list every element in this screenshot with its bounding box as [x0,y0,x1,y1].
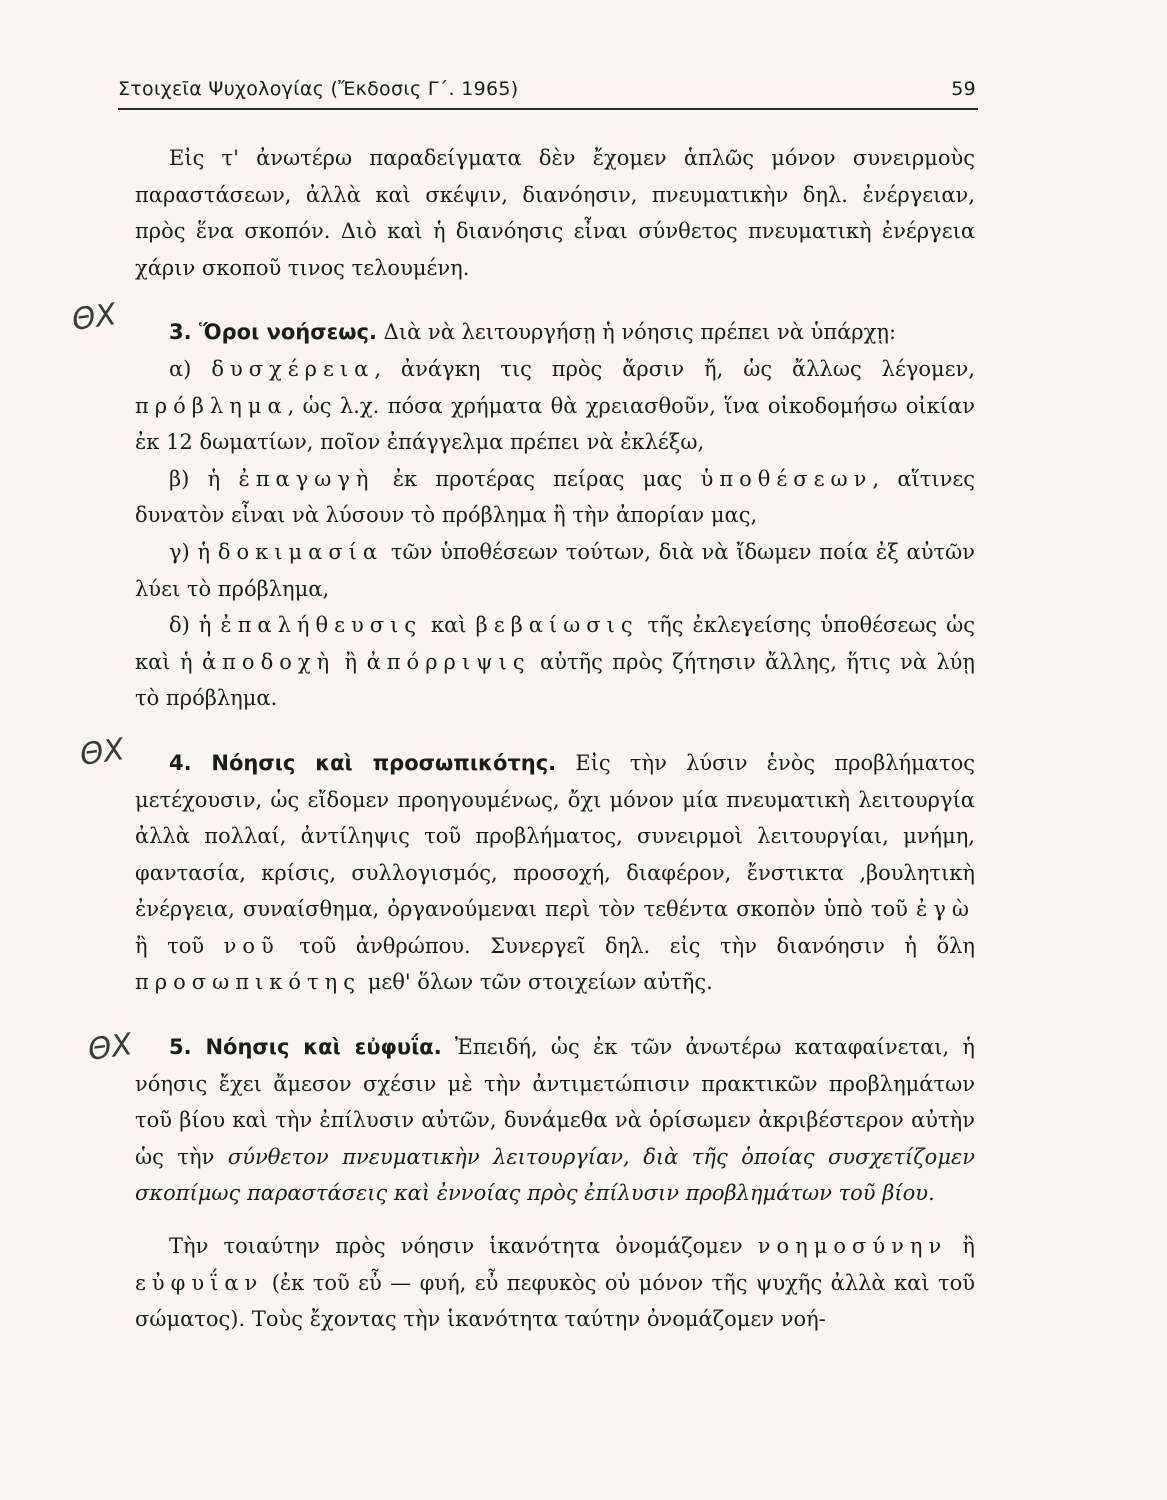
last-text3: (ἐκ τοῦ εὖ — φυή, εὖ πεφυκὸς οὐ μόνον τῆς ψυχῆς ἀλλὰ καὶ τοῦ σώματος). Τοὺς ἔχοντας τὴν ἱκανότητα ταύτην ὀνομάζομεν νοή- [135,1270,975,1332]
condition-b-text1: ἐκ προτέρας πείρας μας [374,466,701,491]
condition-d-text1: καὶ [422,613,476,638]
running-head [118,74,978,110]
section-4-heading: 4. Νόησις καὶ προσωπικότης. [169,750,557,775]
condition-d [135,607,975,717]
margin-annotation-3: ΘΧ [85,1027,135,1068]
section-3-text: Διὰ νὰ λειτουργήσῃ ἡ νόησις πρέπει νὰ ὑπάρχῃ: [383,320,897,345]
condition-c [135,534,975,607]
condition-a-text2: , ὡς λ.χ. πόσα χρήματα θὰ χρειασθοῦν, ἵνα οἰκοδομήσω οἰκίαν ἐκ 12 δωματίων, ποῖον ἐπάγγελμα πρέπει νὰ ἐκλέξω, [135,393,975,455]
condition-a-term2: πρόβλημα [135,393,288,418]
section-5-definition: σύνθετον πνευματικὴν λειτουργίαν, διὰ τῆς ὁποίας συσχετίζομεν σκοπίμως παραστάσεις καὶ ἐννοίας πρὸς ἐπίλυσιν προβλημάτων τοῦ βίου. [135,1144,976,1206]
page-number: 59 [951,78,976,100]
condition-a-label: α) [169,356,212,381]
condition-d-term: ἐπαλήθευσις [220,613,423,638]
condition-c-term: δοκιμασία [217,539,384,564]
last-text2: ἢ [947,1234,975,1259]
section-4-term1: ἐγὼ [916,897,975,922]
last-term1: νοημοσύνην [757,1234,948,1259]
condition-b-term2: ὑποθέσεων [700,466,873,491]
condition-b [135,461,975,534]
condition-c-label: γ) ἡ [169,539,218,564]
section-5 [135,1029,975,1212]
margin-annotation-2: ΘΧ [77,732,127,773]
condition-b-term: ἐπαγωγὴ [238,466,375,491]
section-3 [135,314,975,351]
last-text1: Τὴν τοιαύτην πρὸς νόησιν ἱκανότητα ὀνομάζομεν [169,1234,758,1259]
book-title: Στοιχεῖα Ψυχολογίας (Ἔκδοσις Γ΄. 1965) [118,78,519,100]
section-5-text1: Ἐπειδή, ὡς ἐκ τῶν ἀνωτέρω καταφαίνεται, ἡ νόησις ἔχει ἄμεσον σχέσιν μὲ τὴν ἀντιμετώπισιν πρακτικῶν προβλημάτων τοῦ βίου καὶ τὴν ἐπίλυσιν αὐτῶν, δυνάμεθα νὰ ὁρίσωμεν ἀκριβέστερον αὐτὴν ὡς τὴν [135,1035,975,1169]
condition-d-text3: ἢ [335,649,367,674]
body-text [135,140,975,1338]
section-4-term3: προσωπικότης [135,970,362,995]
condition-d-text4: αὐτῆς πρὸς ζήτησιν ἄλλης, ἥτις νὰ λύῃ τὸ πρόβλημα. [135,649,975,711]
condition-a [135,351,975,461]
section-4-text4: μεθ' ὅλων τῶν στοιχείων αὐτῆς. [361,970,713,995]
section-4-text3: τοῦ ἀνθρώπου. Συνεργεῖ δηλ. εἰς τὴν διανόησιν ἡ ὅλη [279,933,975,958]
condition-b-text2: , αἵτινες δυνατὸν εἶναι νὰ λύσουν τὸ πρόβλημα ἢ τὴν ἀπορίαν μας, [135,466,976,528]
condition-d-text2: τῆς ἐκλεγείσης ὑποθέσεως ὡς καὶ ἡ [135,613,975,674]
section-5-heading: 5. Νόησις καὶ εὐφυΐα. [169,1035,442,1060]
condition-c-text: τῶν ὑποθέσεων τούτων, διὰ νὰ ἴδωμεν ποία ἐξ αὐτῶν λύει τὸ πρόβλημα, [135,539,975,601]
section-4-text2: ἢ τοῦ [135,933,224,958]
condition-d-term2: βεβαίωσις [475,613,639,638]
section-4-text1: Εἰς τὴν λύσιν ἑνὸς προβλήματος μετέχουσιν, ὡς εἴδομεν προηγουμένως, ὄχι μόνον μία πνευματικὴ λειτουργία ἀλλὰ πολλαί, ἀντίληψις τοῦ προβλήματος, συνειρμοὶ λειτουργίαι, μνήμη, φαντασία, κρίσις, συλλογισμός, προσοχή, διαφέρον, ἔνστικτα ,βουλητικὴ ἐνέργεια, συναίσθημα, ὀργανούμεναι περὶ τὸν τεθέντα σκοπὸν ὑπὸ τοῦ [135,750,975,922]
paragraph-intro: Εἰς τ' ἀνωτέρω παραδείγματα δὲν ἔχομεν ἁπλῶς μόνον συνειρμοὺς παραστάσεων, ἀλλὰ καὶ σκέψιν, διανόησιν, πνευματικὴν δηλ. ἐνέργειαν, πρὸς ἕνα σκοπόν. Διὸ καὶ ἡ διανόησις εἶναι σύνθετος πνευματικὴ ἐνέργεια χάριν σκοποῦ τινος τελουμένη. [135,146,975,280]
condition-d-term3: ἀποδοχὴ [201,649,336,674]
section-4 [135,745,975,1001]
margin-annotation-1: ΘΧ [69,297,119,338]
condition-a-text1: , ἀνάγκη τις πρὸς ἄρσιν ἤ, ὡς ἄλλως λέγομεν, [374,356,975,381]
paragraph-last [135,1228,975,1338]
last-term2: εὐφυΐαν [135,1270,264,1295]
condition-b-label: β) ἡ [169,466,239,491]
condition-d-label: δ) ἡ [169,613,221,638]
section-3-heading: 3. Ὅροι νοήσεως. [169,320,377,345]
condition-d-term4: ἀπόρριψις [366,649,531,674]
condition-a-term: δυσχέρεια [211,356,375,381]
section-4-term2: νοῦ [223,933,280,958]
